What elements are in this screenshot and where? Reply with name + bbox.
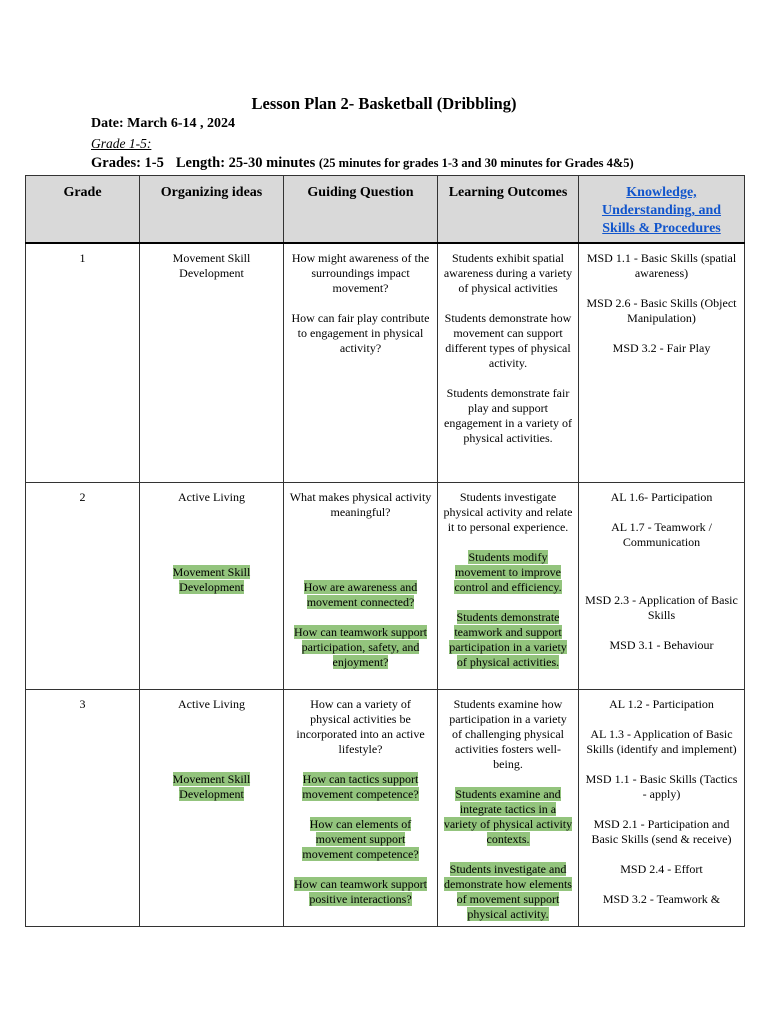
grade-cell: 1 (26, 243, 140, 483)
guiding-question: What makes physical activity meaningful? (289, 490, 432, 519)
outcomes-cell (438, 243, 579, 483)
learning-outcome: Students exhibit spatial awareness during a variety of physical activities (443, 251, 573, 295)
lesson-plan-table (25, 175, 745, 927)
header-grade: Grade (26, 176, 140, 244)
grade-cell: 2 (26, 483, 140, 690)
knowledge-cell (579, 690, 745, 927)
guiding-cell (284, 243, 438, 483)
header-organizing-ideas: Organizing ideas (140, 176, 284, 244)
learning-outcome: Students examine how participation in a variety of challenging physical activities fosters well-being. (449, 697, 567, 771)
grades-length-line (91, 155, 634, 172)
grades-label: Grades: 1-5 (91, 155, 164, 171)
table-row (26, 243, 745, 483)
page-title: Lesson Plan 2- Basketball (Dribbling) (251, 94, 517, 113)
knowledge-item: AL 1.3 - Application of Basic Skills (identify and implement) (586, 727, 737, 756)
learning-outcome-highlighted: Students investigate and demonstrate how elements of movement support physical activity. (444, 862, 572, 921)
learning-outcome: Students demonstrate fair play and support engagement in a variety of physical activities. (444, 386, 572, 445)
knowledge-item: MSD 2.4 - Effort (620, 862, 703, 876)
header-guiding-question: Guiding Question (284, 176, 438, 244)
length-note: (25 minutes for grades 1-3 and 30 minutes for Grades 4&5) (318, 156, 634, 170)
grade-range: Grade 1-5: (91, 136, 152, 151)
learning-outcome-highlighted: Students modify movement to improve control and efficiency. (454, 550, 562, 594)
knowledge-cell (579, 243, 745, 483)
guiding-cell (284, 690, 438, 927)
learning-outcome-highlighted: Students demonstrate teamwork and support participation in a variety of physical activities. (449, 610, 567, 669)
knowledge-item: MSD 3.2 - Teamwork & (602, 892, 721, 906)
organizing-idea: Active Living (178, 697, 245, 711)
knowledge-item: MSD 1.1 - Basic Skills (spatial awareness) (586, 251, 737, 280)
header-knowledge-link[interactable]: Knowledge, Understanding, and Skills & Procedures (579, 176, 745, 244)
learning-outcome: Students investigate physical activity and relate it to personal experience. (443, 490, 573, 534)
guiding-question: How can fair play contribute to engagement in physical activity? (291, 311, 430, 355)
guiding-question-highlighted: How can elements of movement support movement competence? (302, 817, 419, 861)
learning-outcome-highlighted: Students examine and integrate tactics in a variety of physical activity contexts. (443, 787, 573, 846)
organizing-idea-highlighted: Movement Skill Development (172, 565, 251, 594)
guiding-question: How can a variety of physical activities be incorporated into an active lifestyle? (296, 697, 425, 756)
knowledge-cell (579, 483, 745, 690)
learning-outcome: Students demonstrate how movement can support different types of physical activity. (444, 311, 572, 370)
guiding-question-highlighted: How are awareness and movement connected? (303, 580, 418, 609)
organizing-cell (140, 243, 284, 483)
knowledge-item: AL 1.6- Participation (610, 490, 713, 504)
table-header-row (26, 176, 745, 244)
header-learning-outcomes: Learning Outcomes (438, 176, 579, 244)
knowledge-item: AL 1.2 - Participation (609, 697, 714, 711)
table-row (26, 483, 745, 690)
organizing-cell (140, 483, 284, 690)
organizing-idea-highlighted: Movement Skill Development (172, 772, 251, 801)
guiding-question-highlighted: How can tactics support movement competence? (302, 772, 419, 801)
knowledge-item: MSD 3.1 - Behaviour (609, 638, 714, 652)
lesson-date: Date: March 6-14 , 2024 (91, 116, 235, 131)
organizing-idea: Movement Skill Development (172, 251, 251, 280)
organizing-idea: Active Living (178, 490, 245, 504)
outcomes-cell (438, 483, 579, 690)
guiding-cell (284, 483, 438, 690)
guiding-question: How might awareness of the surroundings impact movement? (291, 251, 430, 295)
outcomes-cell (438, 690, 579, 927)
guiding-question-highlighted: How can teamwork support participation, safety, and enjoyment? (294, 625, 427, 669)
knowledge-item: MSD 1.1 - Basic Skills (Tactics - apply) (585, 772, 738, 801)
knowledge-item: MSD 2.1 - Participation and Basic Skills (send & receive) (591, 817, 732, 846)
knowledge-item: AL 1.7 - Teamwork / Communication (611, 520, 712, 549)
length-label: Length: 25-30 minutes (175, 155, 316, 171)
table-row (26, 690, 745, 927)
knowledge-item: MSD 2.3 - Application of Basic Skills (585, 593, 738, 622)
guiding-question-highlighted: How can teamwork support positive interactions? (294, 877, 427, 906)
knowledge-item: MSD 2.6 - Basic Skills (Object Manipulation) (586, 296, 737, 325)
organizing-cell (140, 690, 284, 927)
grade-cell: 3 (26, 690, 140, 927)
knowledge-item: MSD 3.2 - Fair Play (612, 341, 711, 355)
